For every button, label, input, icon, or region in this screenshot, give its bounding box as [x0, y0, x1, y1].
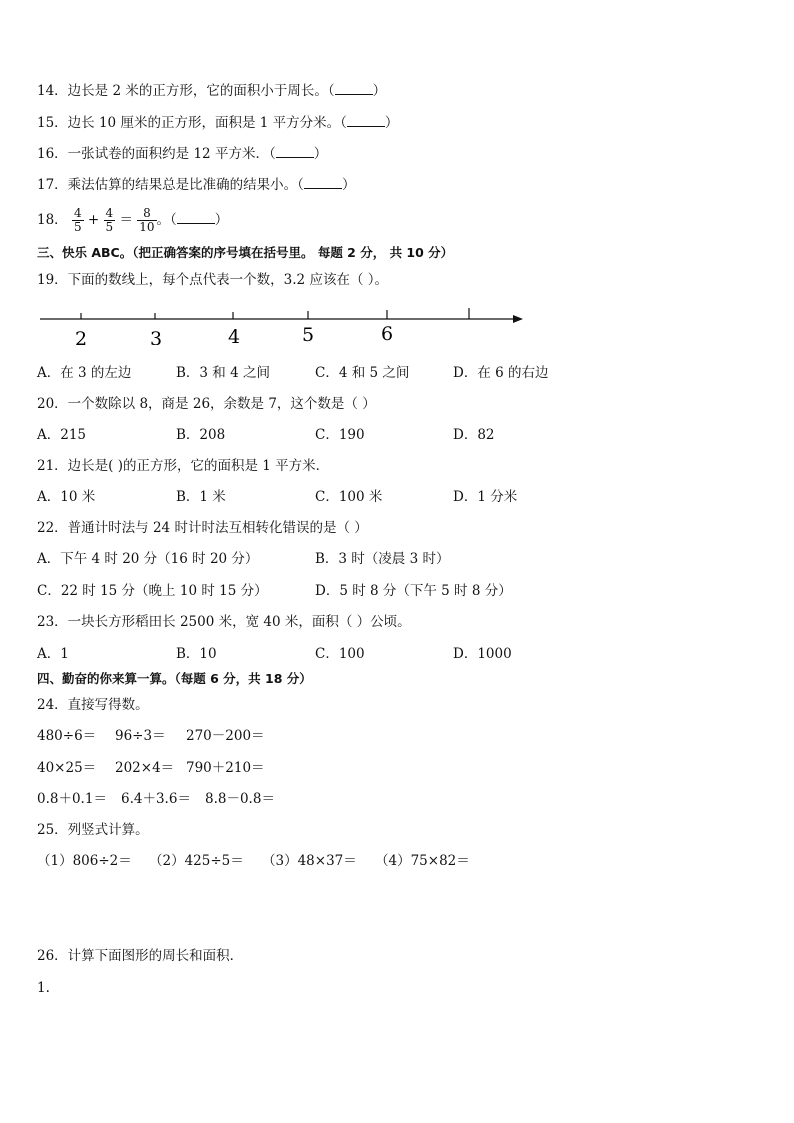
- question-15-text: 15．边长 10 厘米的正方形，面积是 1 平方分米。（: [37, 115, 347, 131]
- option-b[interactable]: B．1 米: [176, 489, 226, 505]
- option-c[interactable]: C．100: [315, 646, 365, 662]
- calc-item: 202×4＝: [115, 760, 175, 776]
- question-26-sub: 1.: [37, 980, 50, 996]
- option-c[interactable]: C．22 时 15 分（晚上 10 时 15 分）: [37, 583, 268, 599]
- fraction: $\frac{4}{5}$: [105, 206, 114, 234]
- option-d[interactable]: D．1000: [453, 646, 512, 662]
- option-a[interactable]: A．在 3 的左边: [37, 365, 132, 381]
- question-25: 25．列竖式计算。: [37, 822, 149, 838]
- answer-blank[interactable]: [335, 82, 373, 95]
- question-24: 24．直接写得数。: [37, 697, 149, 713]
- number-line: [37, 305, 537, 345]
- question-17-text: 17．乘法估算的结果总是比准确的结果小。（: [37, 177, 304, 193]
- number-line-label: 6: [381, 323, 394, 345]
- vertical-calc-item: （1）806÷2＝: [37, 853, 132, 869]
- question-15: 15．边长 10 厘米的正方形，面积是 1 平方分米。（ ）: [37, 115, 399, 131]
- option-b[interactable]: B．208: [176, 427, 226, 443]
- option-b[interactable]: B．3 时（凌晨 3 时）: [315, 551, 450, 567]
- fraction: $\frac{8}{10}$: [139, 206, 155, 234]
- question-20: 20．一个数除以 8，商是 26，余数是 7，这个数是（ ）: [37, 396, 376, 412]
- calc-item: 270－200＝: [186, 728, 265, 744]
- option-d[interactable]: D．5 时 8 分（下午 5 时 8 分）: [315, 583, 512, 599]
- option-a[interactable]: A．1: [37, 646, 69, 662]
- fraction: $\frac{4}{5}$: [73, 206, 82, 234]
- question-16: 16．一张试卷的面积约是 12 平方米．（ ）: [37, 146, 328, 162]
- calc-item: 8.8－0.8＝: [205, 791, 275, 807]
- question-16-text: 16．一张试卷的面积约是 12 平方米．（: [37, 146, 276, 162]
- option-a[interactable]: A．215: [37, 427, 87, 443]
- number-line-label: 5: [302, 324, 315, 345]
- vertical-calc-item: （2）425÷5＝: [149, 853, 244, 869]
- question-17: 17．乘法估算的结果总是比准确的结果小。（ ）: [37, 177, 356, 193]
- answer-blank[interactable]: [304, 176, 342, 189]
- question-23: 23．一块长方形稻田长 2500 米，宽 40 米，面积（ ）公顷。: [37, 614, 411, 630]
- section-4-heading: 四、勤奋的你来算一算。（每题 6 分，共 18 分）: [37, 671, 312, 686]
- question-19: 19．下面的数线上，每个点代表一个数，3.2 应该在（ ）。: [37, 272, 388, 288]
- option-a[interactable]: A．10 米: [37, 489, 96, 505]
- option-d[interactable]: D．1 分米: [453, 489, 518, 505]
- option-b[interactable]: B．3 和 4 之间: [176, 365, 270, 381]
- number-line-label: 2: [75, 328, 88, 345]
- option-c[interactable]: C．100 米: [315, 489, 383, 505]
- question-14: 14．边长是 2 米的正方形，它的面积小于周长。（ ）: [37, 83, 387, 99]
- calc-item: 480÷6＝: [37, 728, 97, 744]
- option-c[interactable]: C．4 和 5 之间: [315, 365, 410, 381]
- calc-item: 40×25＝: [37, 760, 97, 776]
- vertical-calc-item: （4）75×82＝: [375, 853, 470, 869]
- calc-item: 790＋210＝: [186, 760, 265, 776]
- option-d[interactable]: D．82: [453, 427, 495, 443]
- question-22: 22．普通计时法与 24 时计时法互相转化错误的是（ ）: [37, 520, 368, 536]
- section-3-heading: 三、快乐 ABC。（把正确答案的序号填在括号里。 每题 2 分， 共 10 分）: [37, 245, 454, 260]
- answer-blank[interactable]: [276, 145, 314, 158]
- number-line-label: 4: [228, 326, 241, 345]
- question-18: 18． $\frac{4}{5}$ + $\frac{4}{5}$ ＝ $\frac{8}{10}$ 。（ ）: [37, 206, 229, 234]
- option-c[interactable]: C．190: [315, 427, 365, 443]
- option-d[interactable]: D．在 6 的右边: [453, 365, 549, 381]
- calc-item: 96÷3＝: [115, 728, 166, 744]
- calc-item: 0.8＋0.1＝: [37, 791, 107, 807]
- question-21: 21．边长是( )的正方形，它的面积是 1 平方米．: [37, 458, 330, 474]
- option-b[interactable]: B．10: [176, 646, 217, 662]
- number-line-label: 3: [150, 328, 163, 345]
- answer-blank[interactable]: [347, 114, 385, 127]
- question-14-text: 14．边长是 2 米的正方形，它的面积小于周长。（: [37, 83, 335, 99]
- option-a[interactable]: A．下午 4 时 20 分（16 时 20 分）: [37, 551, 259, 567]
- answer-blank[interactable]: [177, 211, 215, 224]
- calc-item: 6.4＋3.6＝: [121, 791, 191, 807]
- question-26: 26．计算下面图形的周长和面积．: [37, 948, 244, 964]
- vertical-calc-item: （3）48×37＝: [262, 853, 357, 869]
